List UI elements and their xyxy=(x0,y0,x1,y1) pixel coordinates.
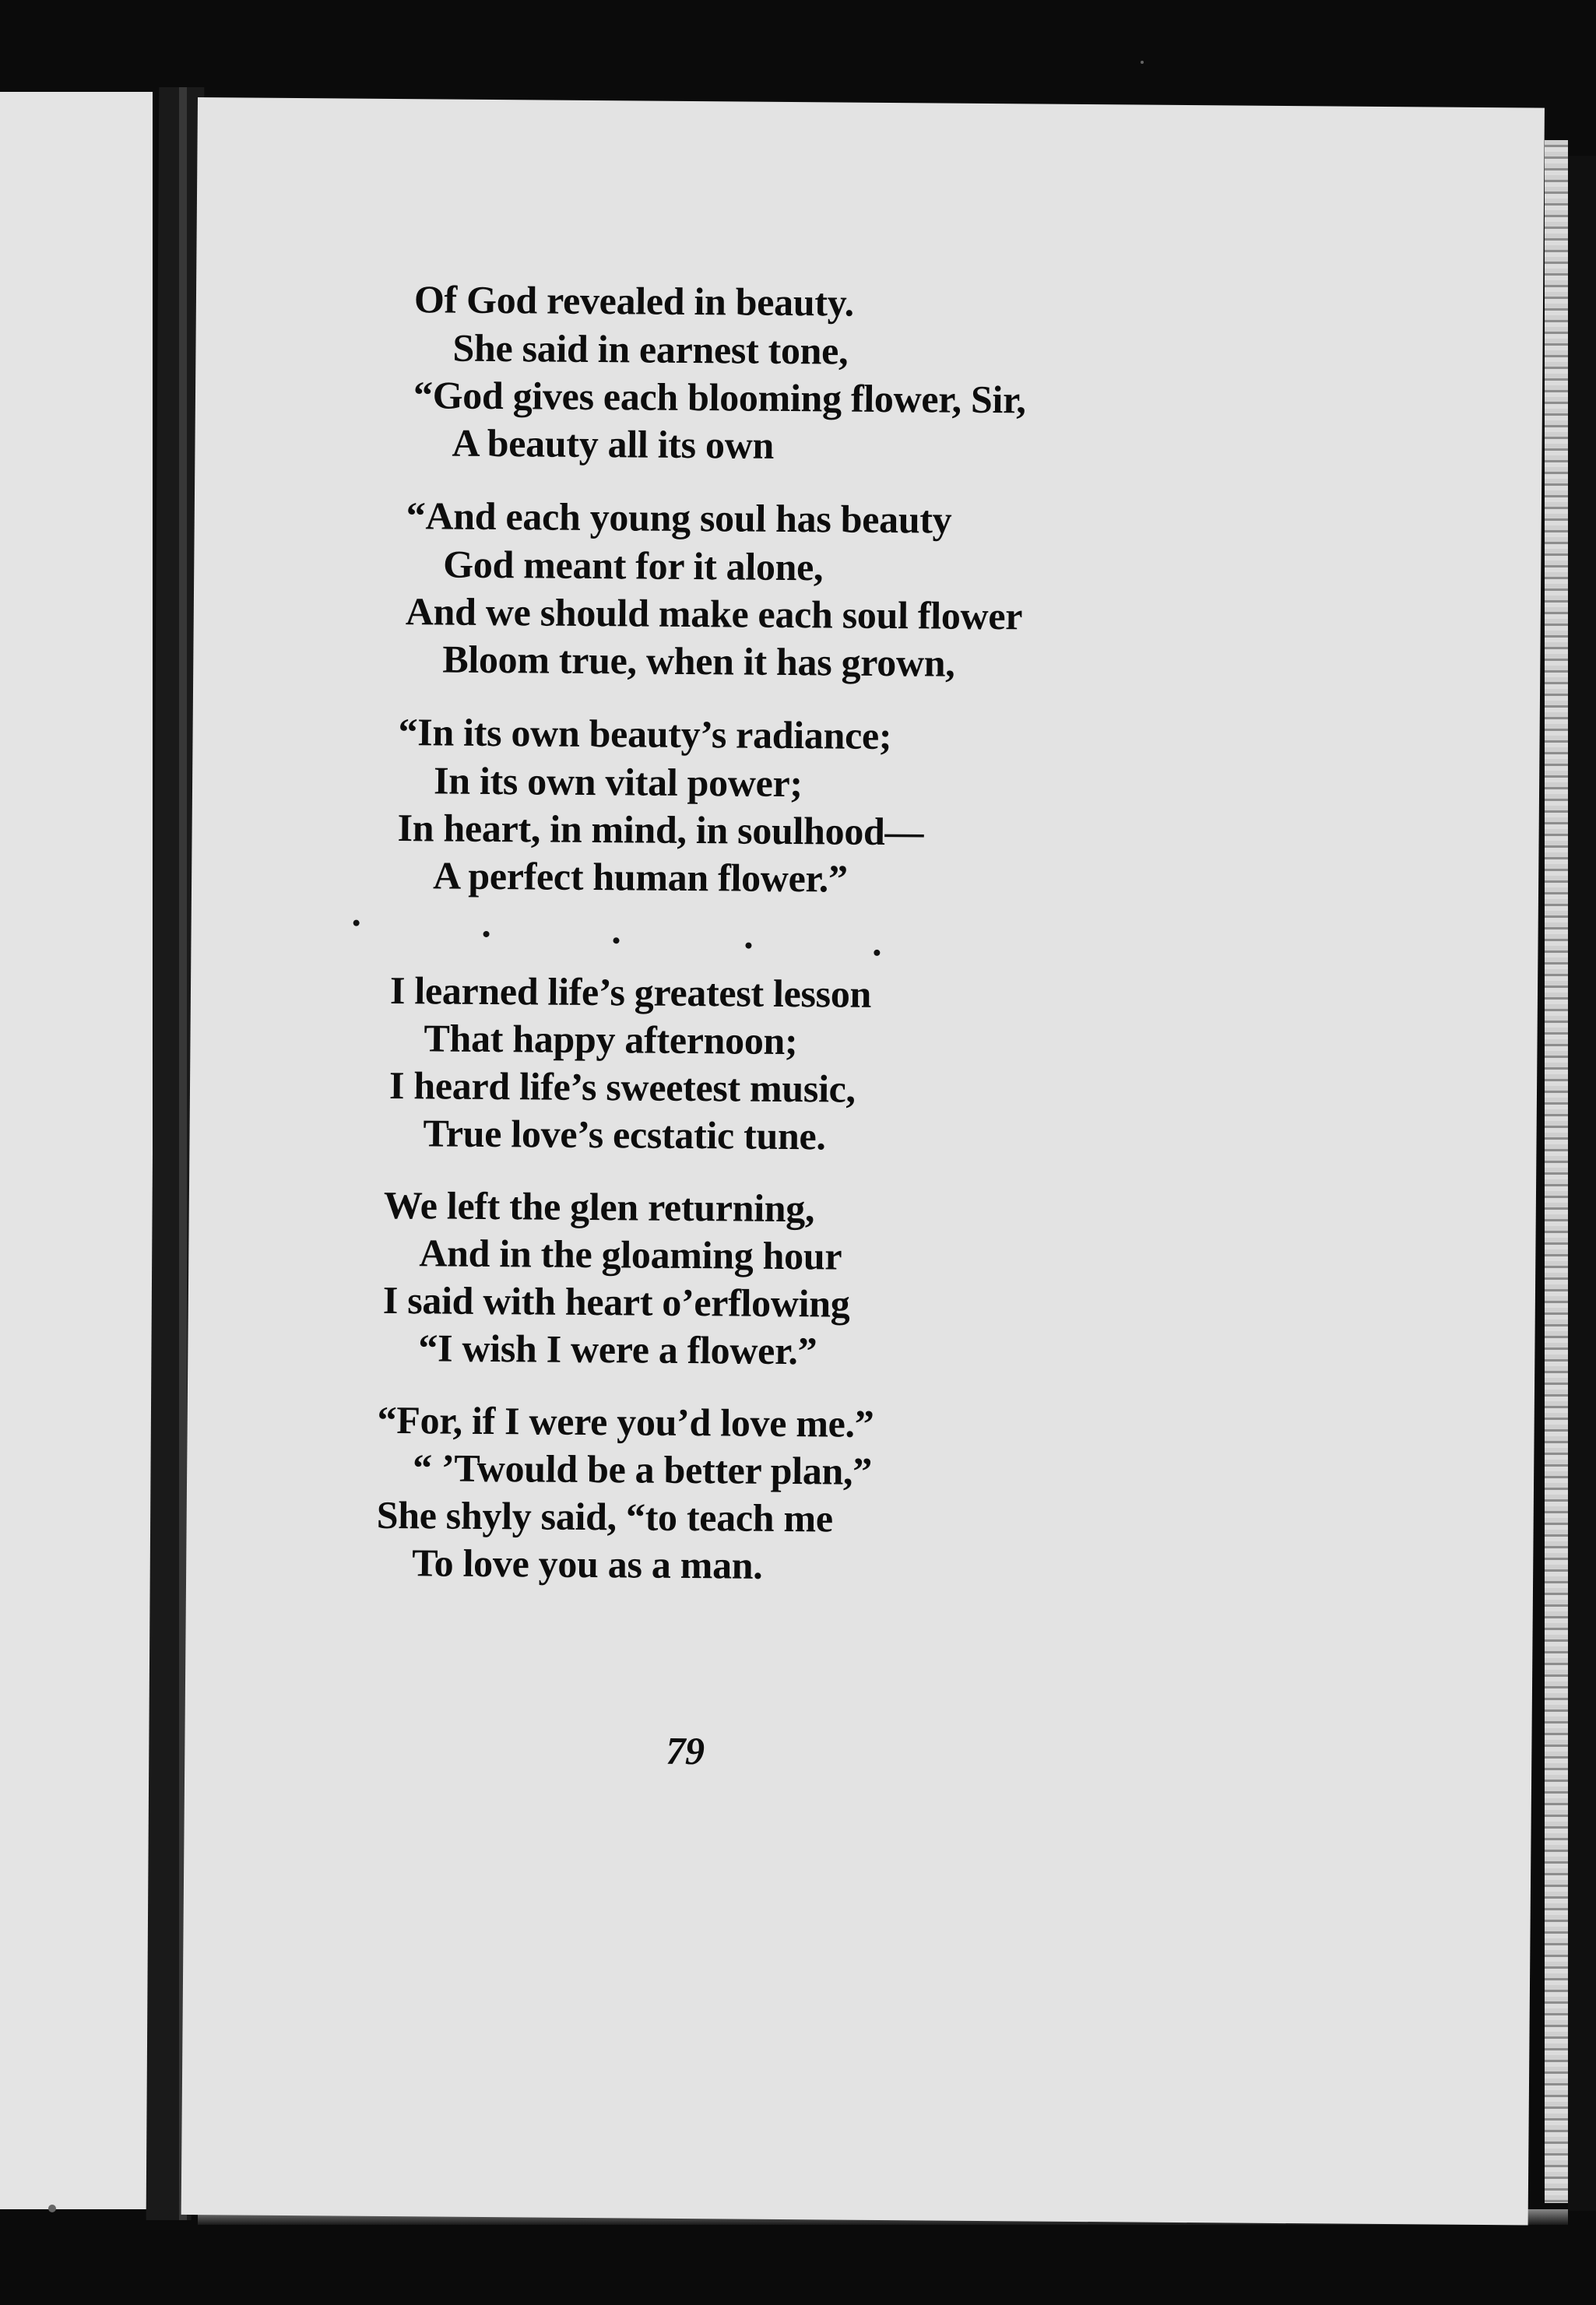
section-break-dot xyxy=(353,920,360,926)
left-facing-page xyxy=(0,92,153,2209)
poem-line: “For, if I were you’d love me.” xyxy=(377,1397,874,1446)
poem-line: In its own vital power; xyxy=(433,758,803,806)
poem-line: A beauty all its own xyxy=(452,420,775,467)
poem-line: I said with heart o’erflowing xyxy=(382,1277,850,1326)
poem-line: Bloom true, when it has grown, xyxy=(442,637,955,685)
dust-speck xyxy=(48,2205,56,2212)
page-edge xyxy=(1545,140,1568,2203)
poem-line: Of God revealed in beauty. xyxy=(413,277,855,325)
book-page xyxy=(181,97,1545,2226)
dust-speck xyxy=(1141,61,1144,64)
page-number: 79 xyxy=(666,1728,705,1773)
section-break-dot xyxy=(874,950,880,956)
page-edge-shadow xyxy=(1568,156,1596,2211)
section-break-dot xyxy=(745,943,751,949)
poem-line: That happy afternoon; xyxy=(424,1016,798,1063)
poem-line: We left the glen returning, xyxy=(383,1182,815,1231)
poem-line: A perfect human flower.” xyxy=(432,853,848,901)
poem-line: She said in earnest tone, xyxy=(452,325,849,373)
poem-line: I learned life’s greatest lesson xyxy=(389,968,872,1016)
poem-line: She shyly said, “to teach me xyxy=(376,1492,833,1541)
section-break-dot xyxy=(483,931,490,937)
poem-line: And we should make each soul flower xyxy=(405,589,1023,638)
poem-line: True love’s ecstatic tune. xyxy=(423,1111,826,1158)
poem-line: “I wish I were a flower.” xyxy=(418,1326,817,1373)
section-break-dot xyxy=(613,937,619,943)
poem-line: “And each young soul has beauty xyxy=(406,494,952,542)
poem-line: God meant for it alone, xyxy=(443,542,824,589)
poem-line: “In its own beauty’s radiance; xyxy=(398,710,892,758)
poem-line: And in the gloaming hour xyxy=(419,1231,842,1278)
poem-line: “God gives each blooming flower, Sir, xyxy=(413,373,1026,422)
poem-line: In heart, in mind, in soulhood— xyxy=(397,806,924,854)
poem-line: “ ’Twould be a better plan,” xyxy=(412,1446,873,1493)
poem-line: I heard life’s sweetest music, xyxy=(388,1063,856,1111)
poem-line: To love you as a man. xyxy=(412,1541,763,1587)
poem-text xyxy=(181,97,1545,2226)
